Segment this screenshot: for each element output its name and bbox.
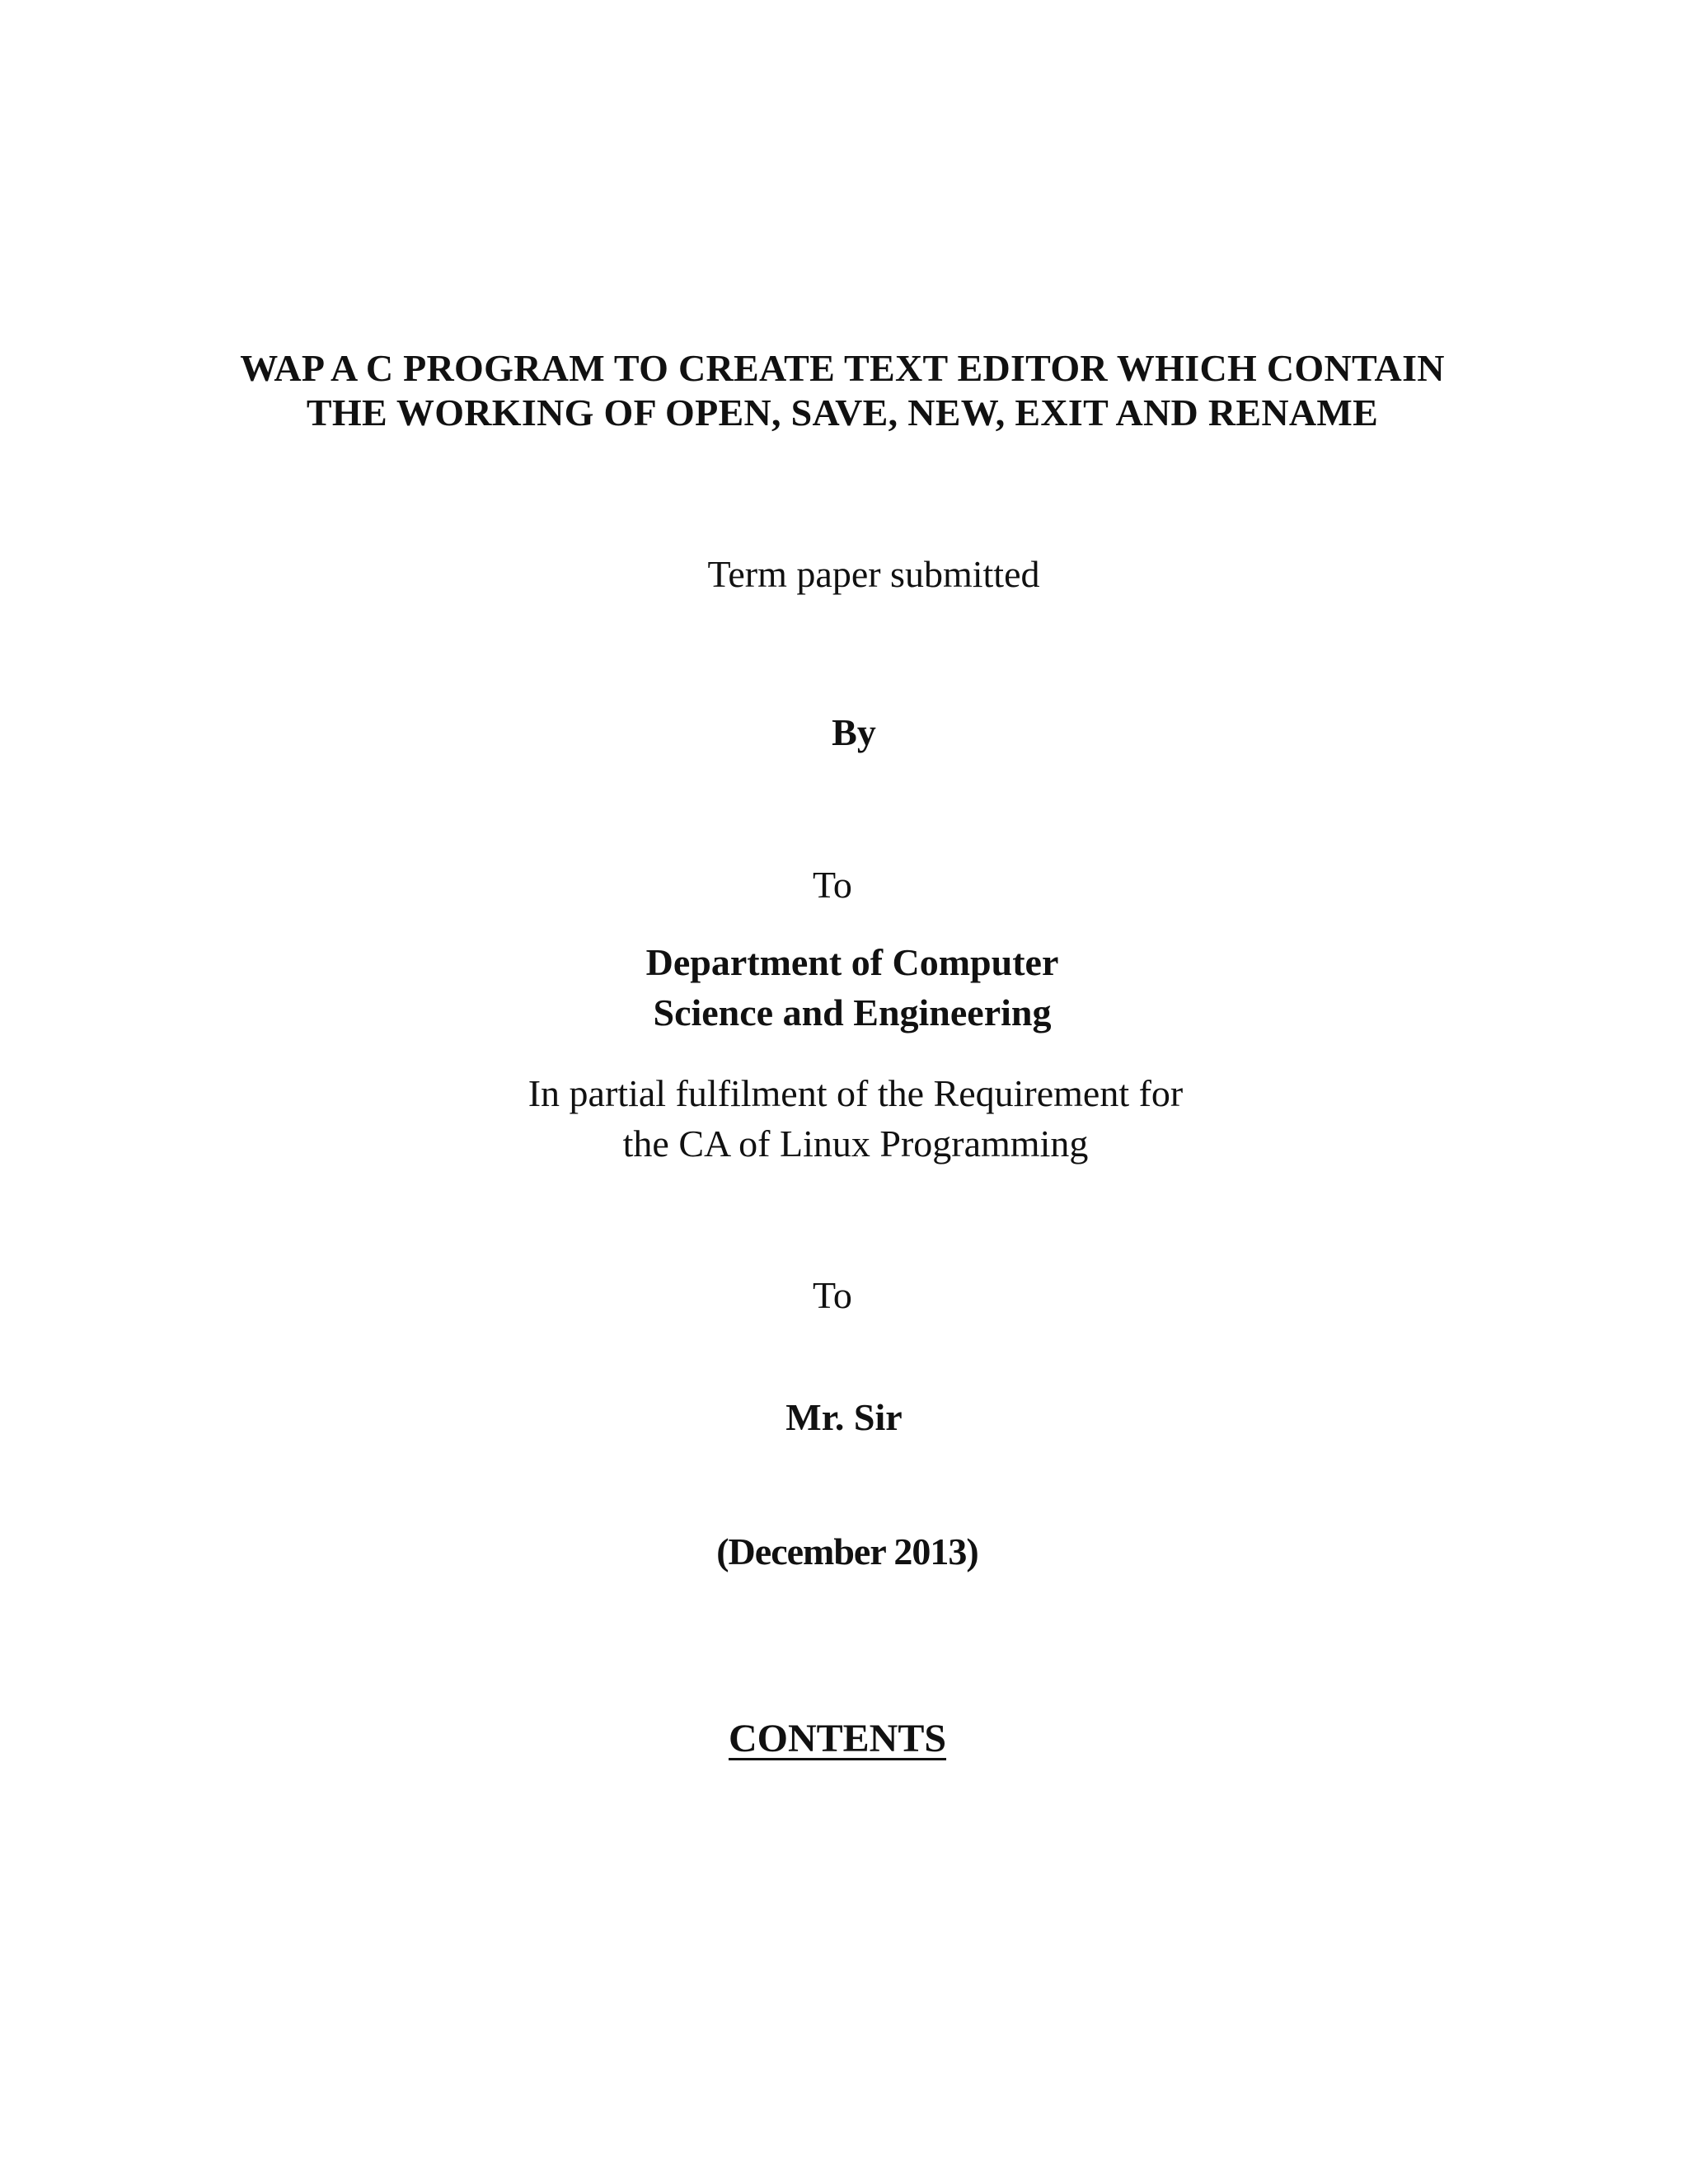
date-text: (December 2013) <box>716 1530 978 1572</box>
contents-heading: CONTENTS <box>728 1717 947 1760</box>
purpose-line-1: In partial fulfilment of the Requirement for <box>528 1072 1184 1114</box>
recipient-name: Mr. Sir <box>785 1396 903 1438</box>
submitted-text: Term paper submitted <box>707 553 1040 595</box>
by-label: By <box>832 711 876 753</box>
department-line-2: Science and Engineering <box>653 991 1052 1033</box>
to-label-1: To <box>813 864 852 906</box>
title-line-1: WAP A C PROGRAM TO CREATE TEXT EDITOR WHICH CONTAIN <box>240 347 1445 389</box>
title-line-2: THE WORKING OF OPEN, SAVE, NEW, EXIT AND RENAME <box>306 391 1379 434</box>
purpose-line-2: the CA of Linux Programming <box>622 1122 1089 1165</box>
to-label-2: To <box>813 1274 852 1316</box>
department-line-1: Department of Computer <box>645 941 1059 983</box>
